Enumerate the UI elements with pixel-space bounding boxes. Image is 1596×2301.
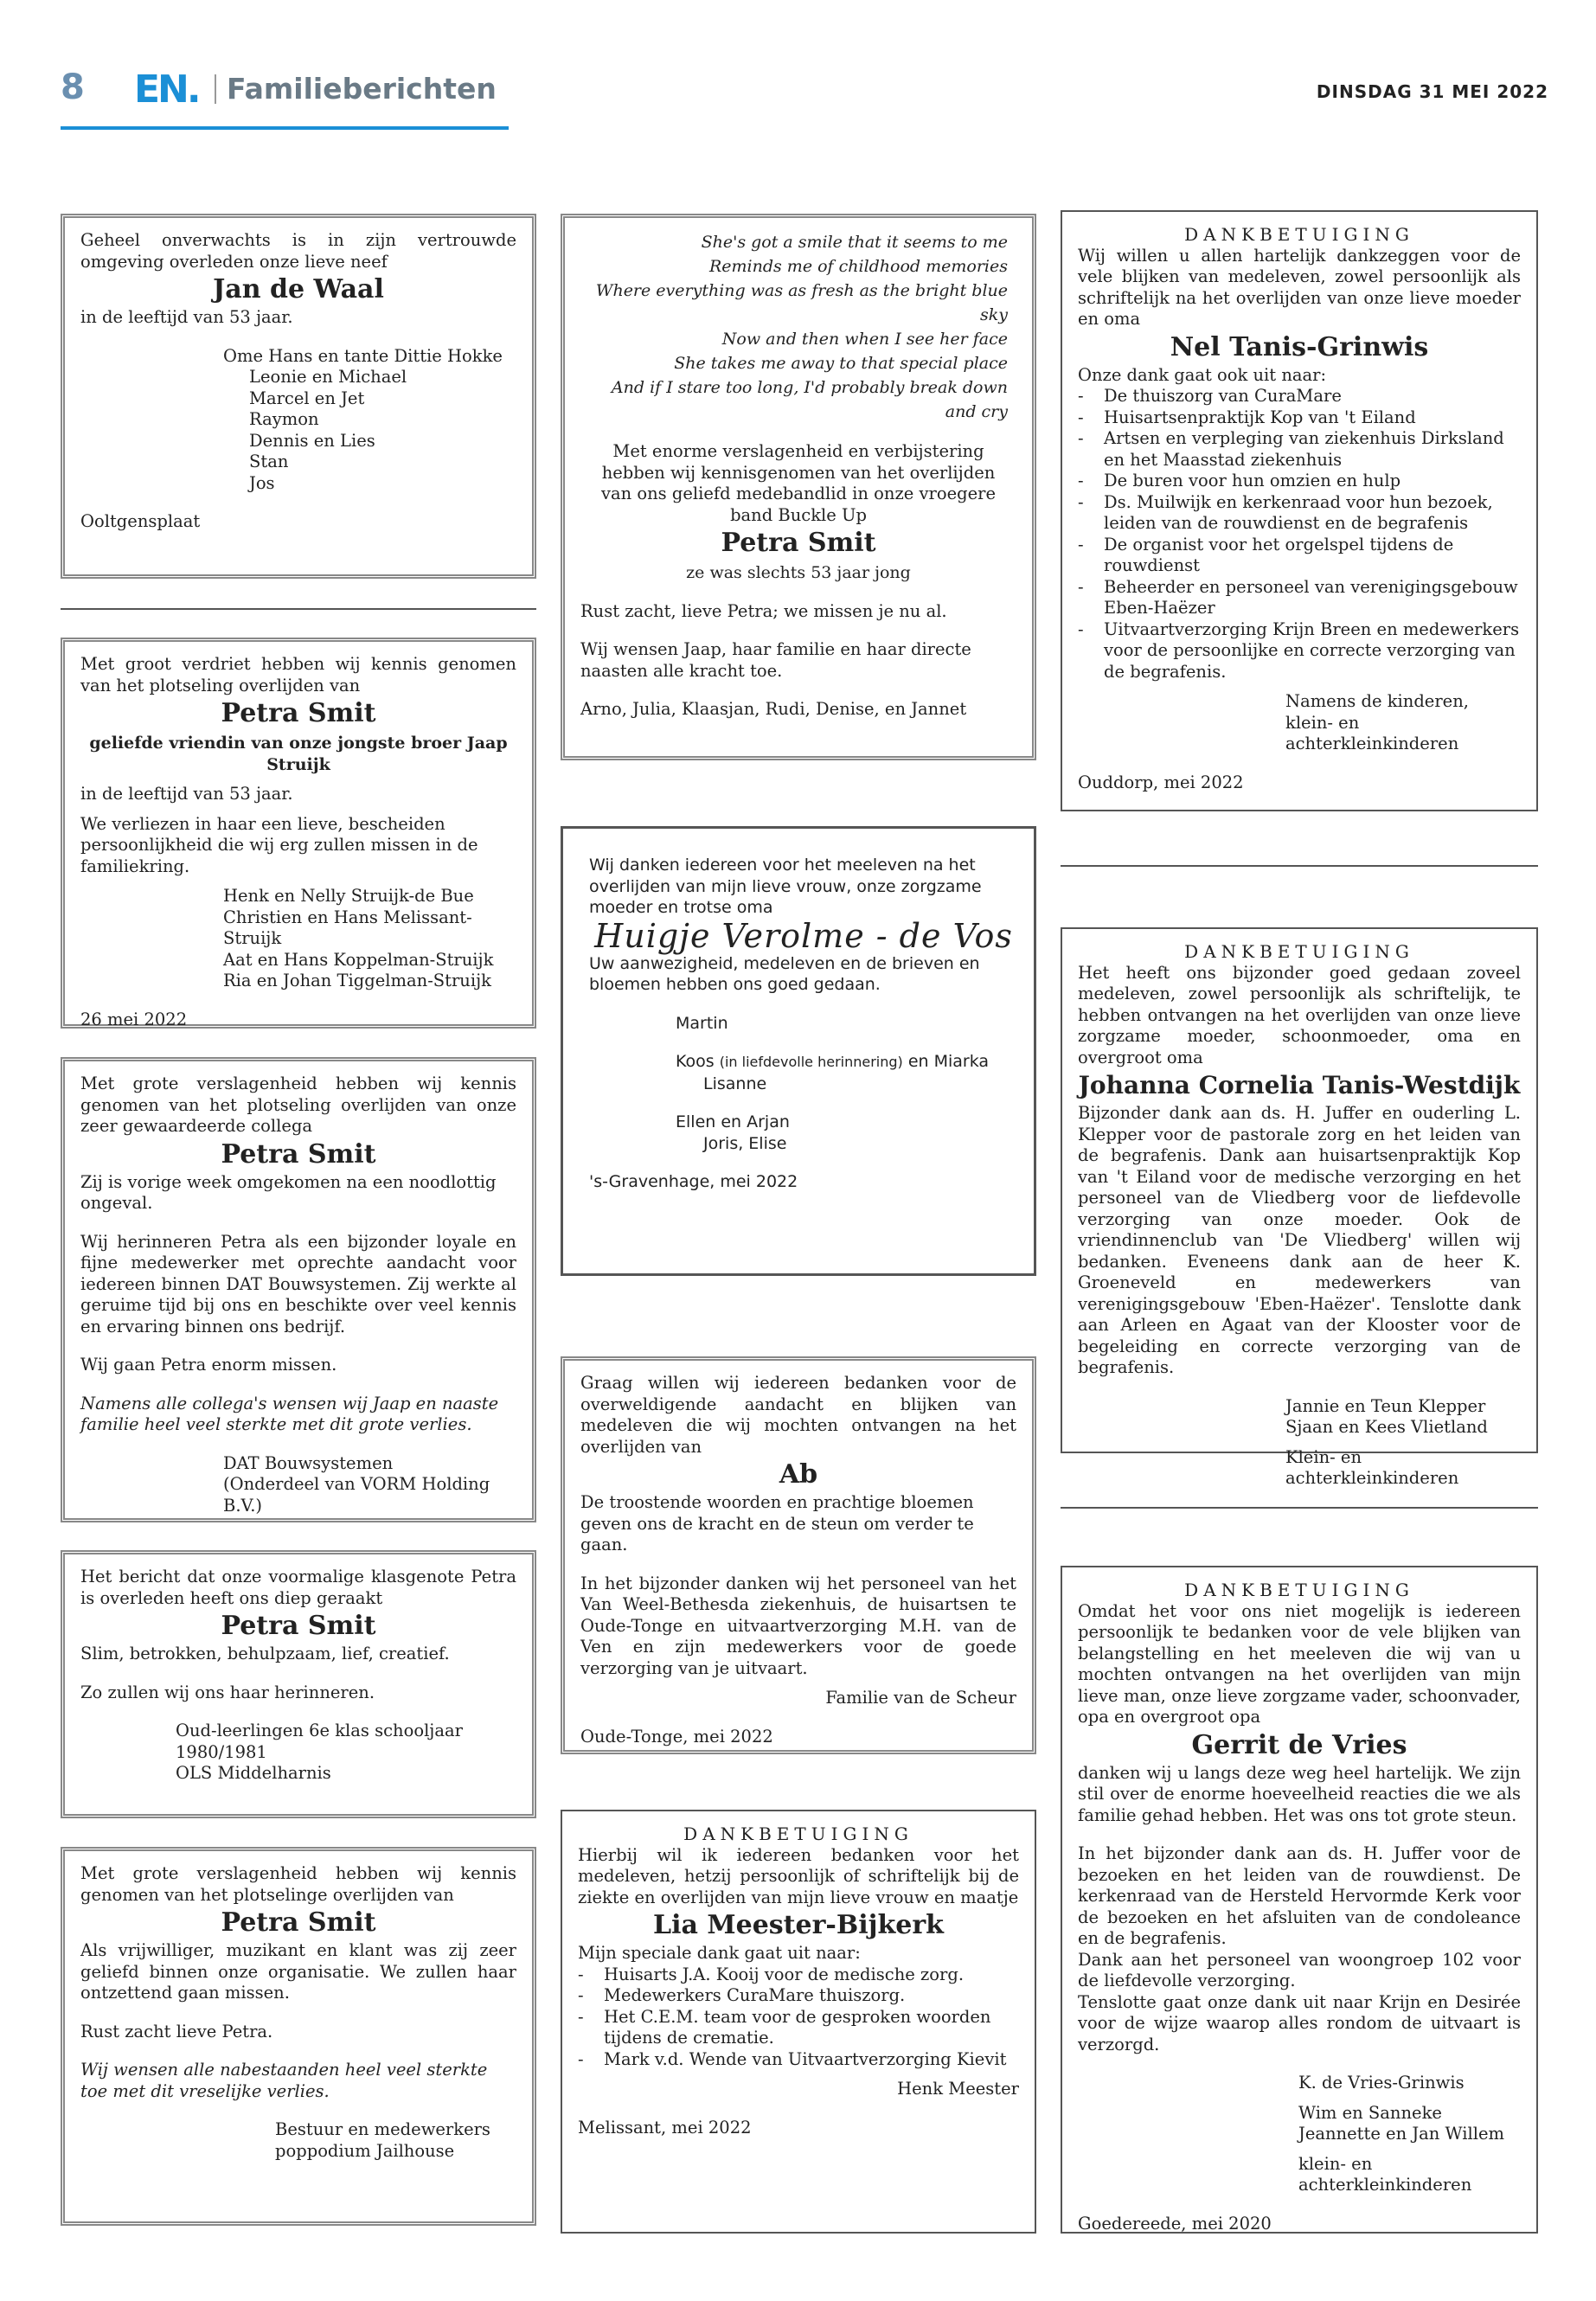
notice-heading: DANKBETUIGING [1184,1580,1414,1600]
family-member: Dennis en Lies [249,430,375,451]
signature: poppodium Jailhouse [275,2140,455,2161]
family-member: Joris, Elise [703,1133,787,1153]
en-logo[interactable]: EN. [134,67,199,112]
notice-heading: DANKBETUIGING [1184,941,1414,962]
notice-lia-meester-bijkerk [561,1810,1036,2234]
notice-subtitle: geliefde vriendin van onze jongste broer Jaap Struijk [89,734,508,774]
family-member-name: en Miarka [907,1052,990,1071]
thanks-item: - Uitvaartverzorging Krijn Breen en medewerkers voor de persoonlijke en correcte verzorging van de begrafenis. [1078,619,1521,683]
deceased-name: Gerrit de Vries [1191,1729,1407,1760]
thanks-intro: Onze dank gaat ook uit naar: [1078,364,1327,385]
poem-line: She takes me away to that special place [674,354,1008,373]
notice-intro: Hierbij wil ik iedereen bedanken voor het medeleven, hetzij persoonlijk of schriftelijk bij de ziekte en overlijden van mijn lieve vrouw en maatje [578,1844,1019,1907]
header-separator [215,74,216,104]
signature: Jeannette en Jan Willem [1298,2124,1504,2144]
signature: Wim en Sanneke [1298,2102,1442,2123]
thanks-item: - Beheerder en personeel van verenigingsgebouw Eben-Haëzer [1078,577,1521,619]
notice-jan-de-waal [61,214,536,579]
thanks-item: - De organist voor het orgelspel tijdens de rouwdienst [1078,535,1521,577]
header-underline [61,126,509,130]
notice-nel-tanis-grinwis [1061,210,1538,811]
notice-text: Rust zacht lieve Petra. [80,2021,273,2041]
family-member: Jos [249,472,275,493]
notice-petra-smit-colleagues [61,1057,536,1522]
notice-text: De troostende woorden en prachtige bloemen geven ons de kracht en de steun om verder te gaan. [580,1492,974,1554]
thanks-item: - Ds. Muilwijk en kerkenraad voor hun bezoek, leiden van de rouwdienst en de begrafenis [1078,492,1521,535]
notice-intro: Wij danken iedereen voor het meeleven na het overlijden van mijn lieve vrouw, onze zorgzame moeder en trotse oma [589,856,982,917]
thanks-item: - Huisarts J.A. Kooij voor de medische zorg. [578,1965,1019,1986]
signature: Sjaan en Kees Vlietland [1285,1417,1488,1437]
memorial-note: (in liefdevolle herinnering) [719,1054,903,1070]
signature: Henk Meester [897,2079,1019,2099]
notice-text: Bijzonder dank aan ds. H. Juffer en ouderling L. Klepper voor de pastorale zorg en het leiden van de begrafenis. Dank aan huisartsenpraktijk Kop van 't Eiland voor de medische verzorging en het personeel van de Vliedberg voor de liefdevolle verzorging van onze moeder. Ook de vriendinnenclub van 'De Vliedberg' willen wij bedanken. Eveneens dank aan de heer K. Groeneveld en medewerkers van verenigingsgebouw 'Eben-Haëzer'. Tenslotte dank aan Arleen en Agaat van der Klooster voor de begeleiding en correcte verzorging van de begrafenis. [1078,1103,1521,1377]
notice-place: Oude-Tonge, mei 2022 [580,1726,773,1747]
notice-intro: Graag willen wij iedereen bedanken voor de overweldigende aandacht en blijken van medeleven die wij mochten ontvangen na het overlijden van [580,1373,1016,1457]
family-member: Ellen en Arjan [676,1112,790,1131]
thanks-intro: Mijn speciale dank gaat uit naar: [578,1943,861,1963]
signature: Familie van de Scheur [825,1688,1016,1708]
signature: Klein- en achterkleinkinderen [1285,1446,1459,1488]
notice-text: Zij is vorige week omgekomen na een noodlottig ongeval. [80,1171,497,1213]
family-member: Ria en Johan Tiggelman-Struijk [223,971,491,990]
deceased-name: Lia Meester-Bijkerk [653,1910,944,1940]
notice-intro: Het bericht dat onze voormalige klasgenote Petra is overleden heeft ons diep geraakt [80,1567,516,1608]
notice-text: Wij herinneren Petra als een bijzonder loyale en fijne medewerker met oprechte aandacht voor iedereen binnen DAT Bouwsystemen. Zij werkte al geruime tijd bij ons en beschikte over veel kennis en ervaring binnen ons bedrijf. [80,1231,516,1336]
signature: (Onderdeel van VORM Holding B.V.) [223,1474,490,1516]
notice-huigje-verolme [561,826,1036,1276]
thanks-item: - Mark v.d. Wende van Uitvaartverzorging Kievit [578,2049,1019,2071]
poem-line: Where everything was as fresh as the bright blue sky [595,281,1008,324]
family-member: Marcel en Jet [249,388,365,408]
poem-line: She's got a smile that it seems to me [701,233,1008,252]
notice-heading: DANKBETUIGING [683,1823,913,1844]
signature: Bestuur en medewerkers [275,2119,490,2139]
family-member: Stan [249,452,289,471]
deceased-name: Jan de Waal [213,274,384,304]
notice-ab [561,1356,1036,1754]
notice-age: in de leeftijd van 53 jaar. [80,307,293,327]
family-member: Aat en Hans Koppelman-Struijk [223,949,494,970]
notice-age: in de leeftijd van 53 jaar. [80,784,293,804]
column-divider [1061,865,1538,867]
notice-text: In het bijzonder danken wij het personeel van het Van Weel-Bethesda ziekenhuis, de huisartsen te Oude-Tonge en uitvaartverzorging M.H. van de Ven en zijn medewerkers voor de goede verzorging van je uitvaart. [580,1573,1016,1678]
notice-intro: Met grote verslagenheid hebben wij kennis genomen van het plotseling overlijden van onze zeer gewaardeerde collega [80,1074,516,1136]
notice-intro: Wij willen u allen hartelijk dankzeggen voor de vele blijken van medeleven, zowel persoonlijk als schriftelijk na het overlijden van onze lieve moeder en oma [1078,245,1521,329]
signature: Arno, Julia, Klaasjan, Rudi, Denise, en Jannet [580,699,967,719]
page-number: 8 [61,67,85,107]
notice-johanna-tanis-westdijk [1061,927,1538,1488]
family-member: Martin [676,1013,728,1033]
notice-text: Uw aanwezigheid, medeleven en de brieven en bloemen hebben ons goed gedaan. [589,953,980,994]
family-member-name: Koos [676,1052,715,1071]
section-title: Familieberichten [227,72,497,106]
page-header [61,67,1548,111]
signature: klein- en achterkleinkinderen [1298,2153,1472,2195]
notice-text: Dank aan het personeel van woongroep 102 voor de liefdevolle verzorging. [1078,1949,1521,1990]
thanks-list [1078,386,1521,683]
thanks-list [578,1965,1019,2071]
family-member: Lisanne [703,1074,767,1093]
notice-heading: DANKBETUIGING [1184,224,1414,245]
signature: klein- en achterkleinkinderen [1285,712,1459,753]
thanks-item: - Huisartsenpraktijk Kop van 't Eiland [1078,407,1521,429]
deceased-name: Johanna Cornelia Tanis-Westdijk [1078,1071,1521,1099]
notice-gerrit-de-vries [1061,1566,1538,2234]
deceased-name: Petra Smit [221,698,376,728]
notice-text: danken wij u langs deze weg heel hartelijk. We zijn stil over de enorme hoeveelheid reacties die we als familie gehad hebben. Het was ons tot grote steun. [1078,1762,1521,1825]
poem [580,230,1016,424]
signature: Namens de kinderen, [1285,691,1469,711]
notice-text: We verliezen in haar een lieve, bescheiden persoonlijkheid die wij erg zullen missen in de familiekring. [80,813,478,876]
deceased-name: Petra Smit [221,1611,376,1641]
notice-text: Wij gaan Petra enorm missen. [80,1355,337,1375]
notice-text: Wij wensen Jaap, haar familie en haar directe naasten alle kracht toe. [580,639,971,681]
notice-wish: Namens alle collega's wensen wij Jaap en naaste familie heel veel sterkte met dit grote verlies. [80,1393,499,1434]
notice-petra-smit-jailhouse [61,1847,536,2226]
thanks-item: - De thuiszorg van CuraMare [1078,386,1521,407]
family-member: Leonie en Michael [249,367,407,387]
thanks-item: - De buren voor hun omzien en hulp [1078,471,1521,492]
column-divider [61,608,536,610]
column-divider [1061,1507,1538,1509]
family-member: Raymon [249,409,319,429]
notice-petra-smit-band [561,214,1036,760]
notice-intro: Omdat het voor ons niet mogelijk is iedereen persoonlijk te bedanken voor de vele blijken van belangstelling en het meeleven die wij van u mochten ontvangen na het overlijden van mijn lieve man, onze lieve zorgzame vader, schoonvader, opa en overgroot opa [1078,1600,1521,1727]
deceased-name: Petra Smit [221,1907,376,1938]
signature: DAT Bouwsystemen [223,1452,394,1473]
family-member [676,1051,1018,1074]
notice-text: Rust zacht, lieve Petra; we missen je nu al. [580,600,947,621]
notice-petra-smit-family [61,638,536,1029]
notice-intro: Geheel onverwachts is in zijn vertrouwde omgeving overleden onze lieve neef [80,230,516,272]
family-member: Ome Hans en tante Dittie Hokke [223,345,503,366]
notice-text: Als vrijwilliger, muzikant en klant was zij zeer geliefd binnen onze organisatie. We zullen haar ontzettend gaan missen. [80,1940,516,2003]
notice-text: Tenslotte gaat onze dank uit naar Krijn en Desirée voor de wijze waarop alles rondom de uitvaart is verzorgd. [1078,1991,1521,2054]
notice-place: Melissant, mei 2022 [578,2117,752,2138]
notice-wish: Wij wensen alle nabestaanden heel veel sterkte toe met dit vreselijke verlies. [80,2060,488,2101]
deceased-name: Huigje Verolme - de Vos [594,916,1013,955]
family-member: Christien en Hans Melissant-Struijk [223,907,472,948]
signature: Oud-leerlingen 6e klas schooljaar 1980/1981 [176,1721,463,1762]
notice-place: 's-Gravenhage, mei 2022 [589,1172,798,1191]
thanks-item: - Medewerkers CuraMare thuiszorg. [578,1985,1019,2007]
notice-place: Goedereede, mei 2020 [1078,2213,1272,2234]
notice-place: Ooltgensplaat [80,511,201,531]
signature: Jannie en Teun Klepper [1285,1395,1486,1416]
notice-text: Slim, betrokken, behulpzaam, lief, creatief. [80,1644,450,1663]
notice-place: Ouddorp, mei 2022 [1078,772,1244,792]
thanks-item: - Het C.E.M. team voor de gesproken woorden tijdens de crematie. [578,2007,1019,2049]
signature: K. de Vries-Grinwis [1298,2073,1465,2093]
thanks-item: - Artsen en verpleging van ziekenhuis Dirksland en het Maasstad ziekenhuis [1078,428,1521,471]
signature: OLS Middelharnis [176,1763,331,1783]
poem-line: And if I stare too long, I'd probably break down and cry [611,378,1008,421]
notice-intro: Met grote verslagenheid hebben wij kennis genomen van het plotselinge overlijden van [80,1863,516,1905]
issue-date: DINSDAG 31 MEI 2022 [1316,81,1548,102]
family-member: Henk en Nelly Struijk-de Bue [223,886,474,906]
notice-intro: Het heeft ons bijzonder goed gedaan zoveel medeleven, zowel persoonlijk als schriftelijk, te hebben ontvangen na het overlijden van onze lieve zorgzame moeder, schoonmoeder, oma en overgroot oma [1078,962,1521,1067]
notice-text: Zo zullen wij ons haar herinneren. [80,1682,375,1702]
notice-text: In het bijzonder dank aan ds. H. Juffer voor de bezoeken en het leiden van de rouwdienst. De kerkenraad van de Hersteld Hervormde Kerk voor de bezoeken en het afsluiten van de condoleance en de begrafenis. [1078,1843,1521,1948]
notice-intro: Met groot verdriet hebben wij kennis genomen van het plotseling overlijden van [80,654,516,695]
poem-line: Now and then when I see her face [721,330,1008,349]
deceased-name: Ab [779,1459,818,1490]
deceased-name: Petra Smit [721,528,876,558]
deceased-name: Nel Tanis-Grinwis [1170,331,1429,362]
notice-petra-smit-classmates [61,1550,536,1818]
deceased-name: Petra Smit [221,1138,376,1170]
notice-date: 26 mei 2022 [80,1009,188,1029]
notice-intro: Met enorme verslagenheid en verbijstering hebben wij kennisgenomen van het overlijden van ons geliefd medebandlid in onze vroegere band Buckle Up [600,441,996,525]
notice-subtitle: ze was slechts 53 jaar jong [686,563,911,582]
poem-line: Reminds me of childhood memories [708,257,1008,276]
